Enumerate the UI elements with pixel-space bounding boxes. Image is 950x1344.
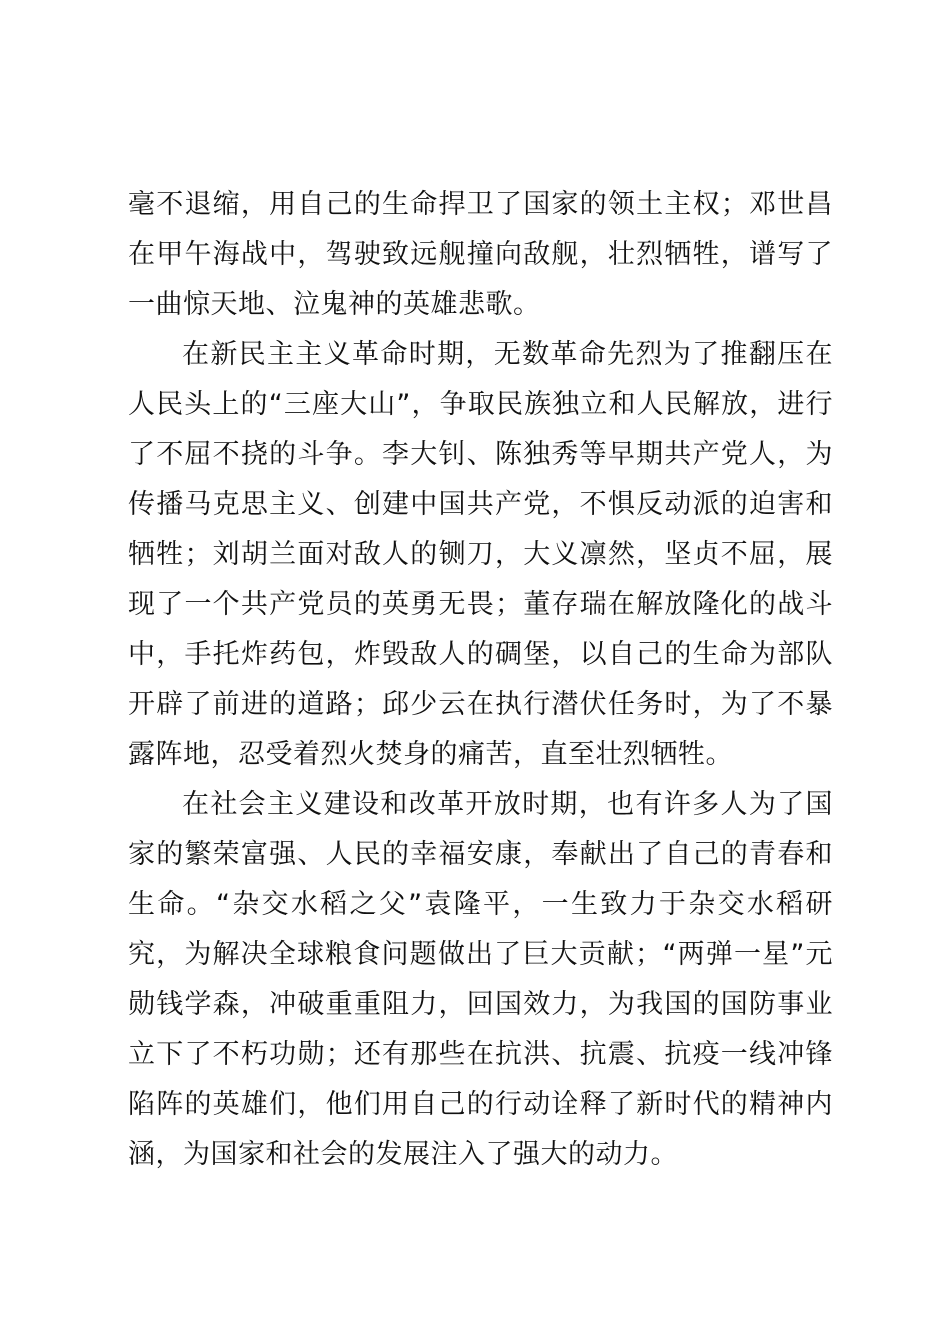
body-text (128, 180, 833, 1180)
paragraph-1: 毫不退缩，用自己的生命捍卫了国家的领土主权；邓世昌在甲午海战中，驾驶致远舰撞向敌舰，壮烈牺牲，谱写了一曲惊天地、泣鬼神的英雄悲歌。 (128, 189, 833, 320)
paragraph-3: 在社会主义建设和改革开放时期，也有许多人为了国家的繁荣富强、人民的幸福安康，奉献出了自己的青春和生命。“杂交水稻之父”袁隆平，一生致力于杂交水稻研究，为解决全球粮食问题做出了巨大贡献；“两弹一星”元勋钱学森，冲破重重阻力，回国效力，为我国的国防事业立下了不朽功勋；还有那些在抗洪、抗震、抗疫一线冲锋陷阵的英雄们，他们用自己的行动诠释了新时代的精神内涵，为国家和社会的发展注入了强大的动力。 (128, 789, 833, 1170)
paragraph-2: 在新民主主义革命时期，无数革命先烈为了推翻压在人民头上的“三座大山”，争取民族独立和人民解放，进行了不屈不挠的斗争。李大钊、陈独秀等早期共产党人，为传播马克思主义、创建中国共产党，不惧反动派的迫害和牺牲；刘胡兰面对敌人的铡刀，大义凛然，坚贞不屈，展现了一个共产党员的英勇无畏；董存瑞在解放隆化的战斗中，手托炸药包，炸毁敌人的碉堡，以自己的生命为部队开辟了前进的道路；邱少云在执行潜伏任务时，为了不暴露阵地，忍受着烈火焚身的痛苦，直至壮烈牺牲。 (128, 339, 833, 770)
